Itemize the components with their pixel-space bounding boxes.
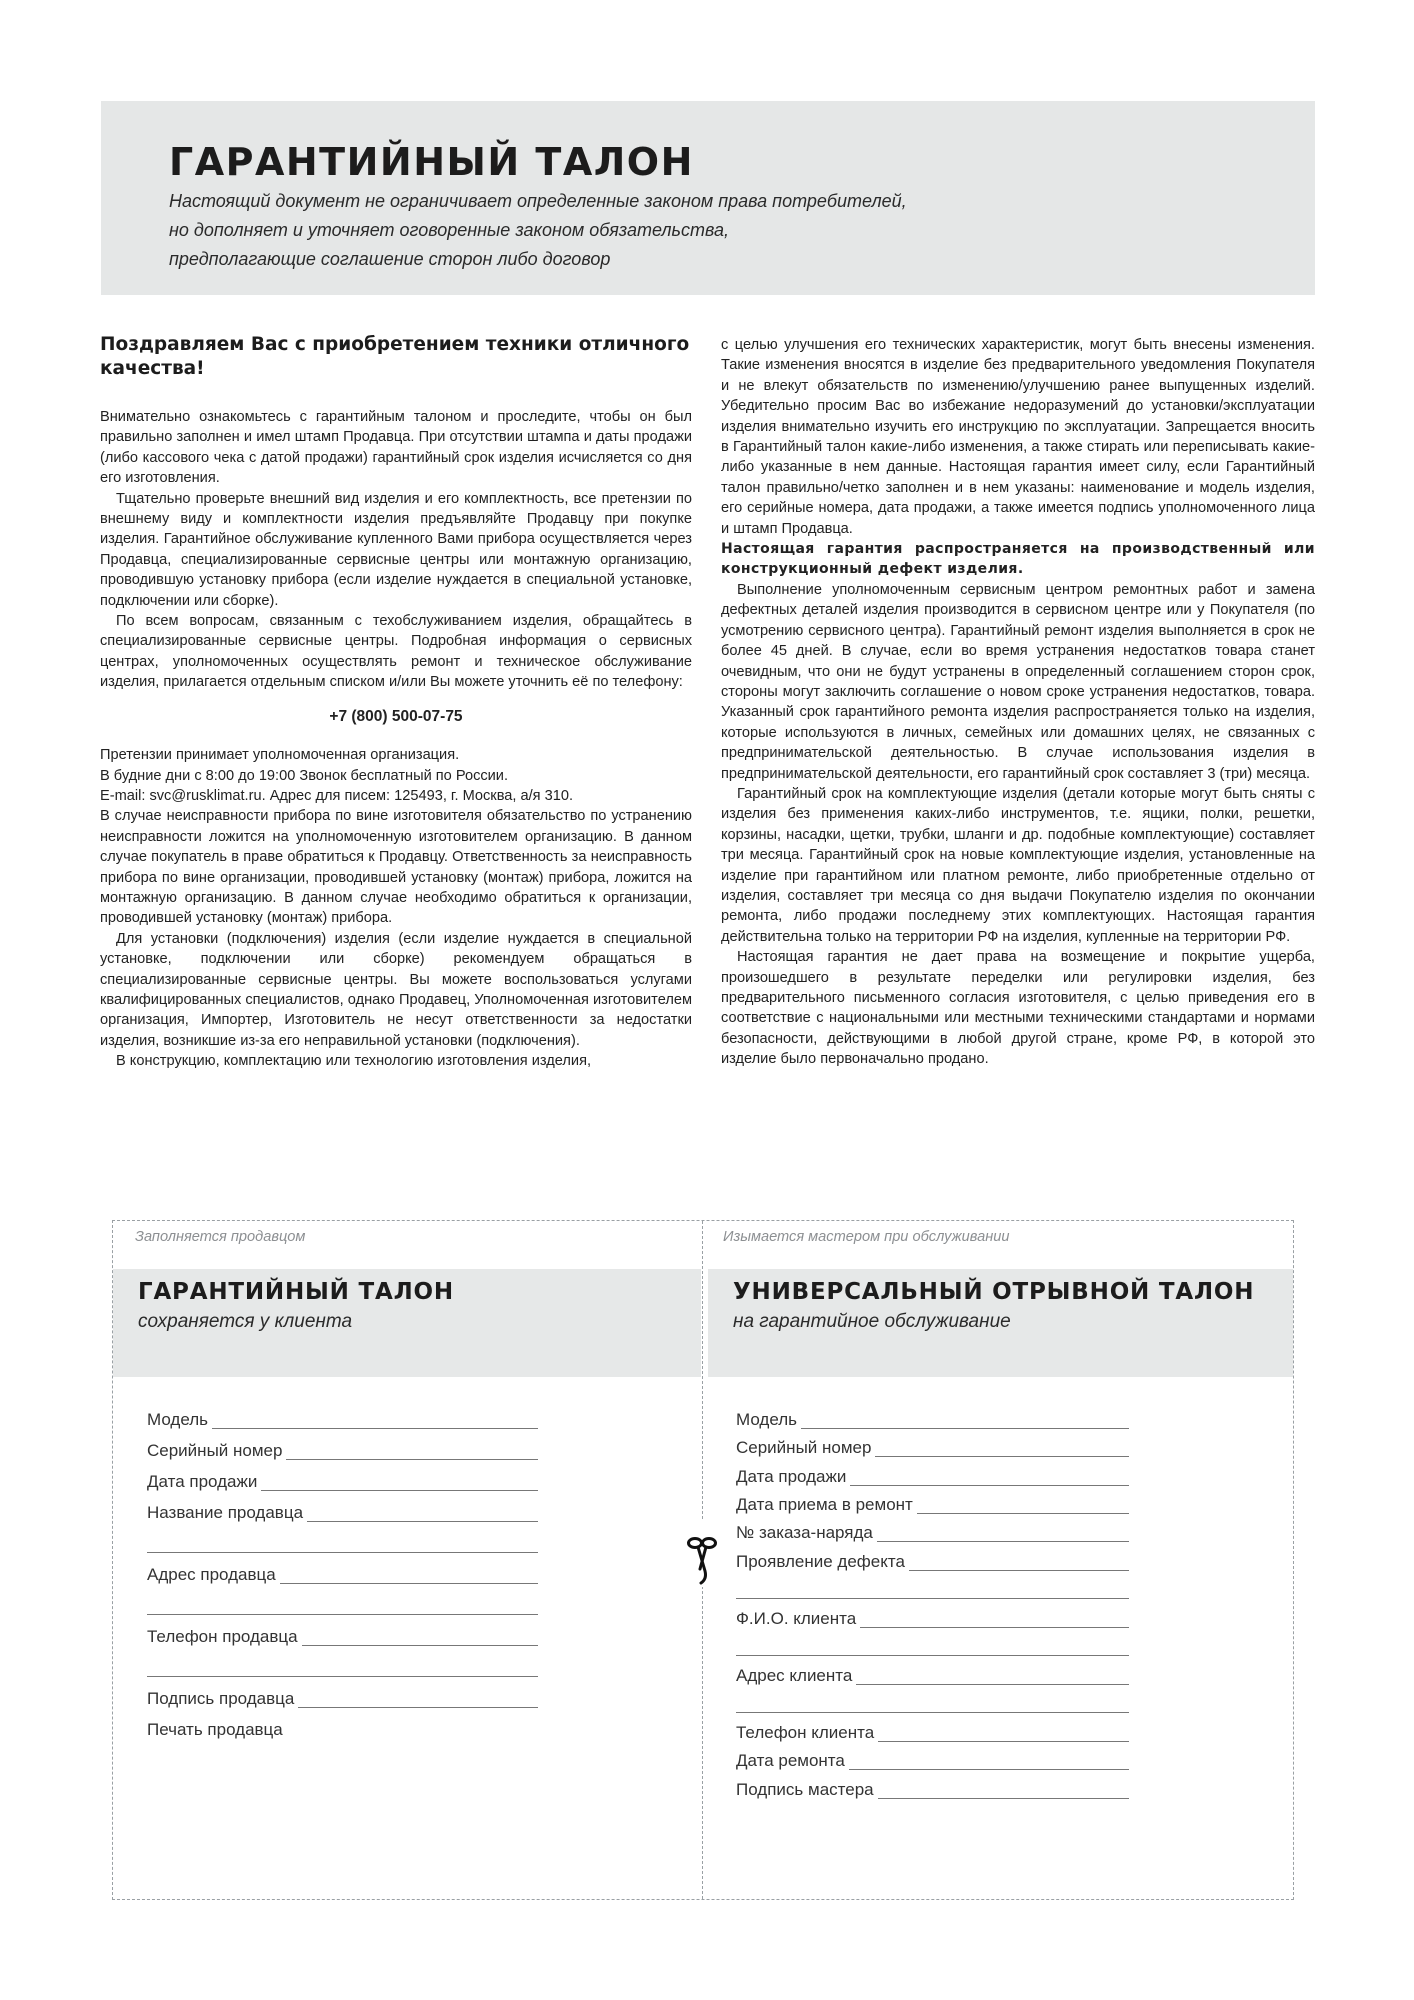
field-defect-extra-line[interactable] bbox=[736, 1577, 1129, 1601]
field-sale-date[interactable]: Дата продажи bbox=[147, 1469, 538, 1493]
field-client-address-extra-line[interactable] bbox=[736, 1691, 1129, 1715]
coupon-right-subtitle: на гарантийное обслуживание bbox=[733, 1311, 1011, 1332]
paragraph: Гарантийный срок на комплектующие изделия (детали которые могут быть сняты с изделия без применения каких-либо инструментов, т.е. ящики, полки, решетки, корзины, насадки, щетки, трубки, шланги и др. подобные комплектующие) составляет три месяца. Гарантийный срок на новые комплектующие изделия, установленные на изделие при гарантийном или платном ремонте, либо приобретенные отдельно от изделия, составляет три месяца со дня выдачи Покупателю изделия по окончании ремонта, либо продажи последнему этих комплектующих. Настоящая гарантия действительна только на территории РФ на изделия, купленные на территории РФ. bbox=[721, 785, 1315, 945]
paragraph: В конструкцию, комплектацию или технологию изготовления изделия, bbox=[116, 1053, 592, 1070]
paragraph: Выполнение уполномоченным сервисным центром ремонтных работ и замена дефектных деталей изделия производится в сервисном центре или у Покупателя (по усмотрению сервисного центра). Гарантийный ремонт изделия выполняется в срок не более 45 дней. В случае, если во время устранения недостатков товара станет очевидным, что они не будут устранены в определенный соглашением сторон срок, стороны могут заключить соглашение о новом сроке устранения недостатков, товара. Указанный срок гарантийного ремонта изделия распространяется только на изделия, которые используются в личных, семейных или домашних целях, не связанных с предпринимательской деятельностью. В случае использования изделия в предпринимательской деятельности, его гарантийный срок составляет 3 (три) месяца. bbox=[721, 581, 1315, 782]
paragraph: Внимательно ознакомьтесь с гарантийным талоном и проследите, чтобы он был правильно заполнен и имел штамп Продавца. При отсутствии штампа и даты продажи (либо кассового чека с датой продажи) гарантийный срок изделия исчисляется со дня его изготовления. bbox=[100, 409, 692, 487]
coupon-left-subtitle: сохраняется у клиента bbox=[138, 1311, 353, 1332]
subtitle-line: предполагающие соглашение сторон либо договор bbox=[169, 249, 611, 269]
field-repair-date[interactable]: Дата ремонта bbox=[736, 1748, 1129, 1772]
field-seller-phone[interactable]: Телефон продавца bbox=[147, 1624, 538, 1648]
page-title: ГАРАНТИЙНЫЙ ТАЛОН bbox=[169, 140, 694, 184]
field-model[interactable]: Модель bbox=[736, 1407, 1129, 1431]
coupon-left-title: ГАРАНТИЙНЫЙ ТАЛОН bbox=[138, 1279, 454, 1305]
contact-line: Претензии принимает уполномоченная организация. bbox=[100, 747, 460, 764]
field-seller-signature[interactable]: Подпись продавца bbox=[147, 1686, 538, 1710]
field-seller-address-extra-line[interactable] bbox=[147, 1593, 538, 1617]
coupon-left-note: Заполняется продавцом bbox=[135, 1229, 306, 1245]
header-band bbox=[101, 101, 1315, 295]
field-seller-name-extra-line[interactable] bbox=[147, 1531, 538, 1555]
paragraph: Для установки (подключения) изделия (если изделие нуждается в специальной установке, подключении или сборке) рекомендуем обращаться в специализированные сервисные центры. Вы можете воспользоваться услугами квалифицированных специалистов, однако Продавец, Уполномоченная изготовителем организация, Импортер, Изготовитель не несут ответственности за недостатки изделия, возникшие из-за его неправильной установки (подключения). bbox=[100, 930, 692, 1049]
field-work-order-number[interactable]: № заказа-наряда bbox=[736, 1520, 1129, 1544]
paragraph: По всем вопросам, связанным с техобслуживанием изделия, обращайтесь в специализированные сервисные центры. Подробная информация о сервисных центрах, уполномоченных осуществлять ремонт и техническое обслуживание изделия, прилагается отдельным списком и/или Вы можете уточнить её по телефону: bbox=[100, 613, 692, 691]
field-serial-number[interactable]: Серийный номер bbox=[736, 1435, 1129, 1459]
paragraph: Тщательно проверьте внешний вид изделия и его комплектность, все претензии по внешнему виду и комплектности изделия предъявляйте Продавцу при покупке изделия. Гарантийное обслуживание купленного Вами прибора осуществляется через Продавца, специализированные сервисные центры или монтажную организацию, проводившую установку прибора (если изделие нуждается в специальной установке, подключении или сборке). bbox=[100, 490, 692, 609]
field-client-address[interactable]: Адрес клиента bbox=[736, 1663, 1129, 1687]
scissors-icon bbox=[685, 1521, 719, 1587]
subtitle-line: Настоящий документ не ограничивает определенные законом права потребителей, bbox=[169, 191, 907, 211]
field-model[interactable]: Модель bbox=[147, 1407, 538, 1431]
coupon-right-note: Изымается мастером при обслуживании bbox=[723, 1229, 1010, 1245]
contact-line: В будние дни с 8:00 до 19:00 Звонок бесплатный по России. bbox=[100, 767, 509, 784]
field-client-name[interactable]: Ф.И.О. клиента bbox=[736, 1606, 1129, 1630]
paragraph: В случае неисправности прибора по вине изготовителя обязательство по устранению неисправности ложится на уполномоченную изготовителем организацию. В данном случае покупатель в праве обратиться к Продавцу. Ответственность за неисправность прибора по вине организации, проводившей установку (монтаж) прибора, ложится на монтажную организацию. В данном случае необходимо обратиться к организации, проводившей установку (монтаж) прибора. bbox=[100, 808, 692, 927]
field-seller-address[interactable]: Адрес продавца bbox=[147, 1562, 538, 1586]
field-seller-stamp: Печать продавца bbox=[147, 1717, 538, 1741]
field-client-name-extra-line[interactable] bbox=[736, 1634, 1129, 1658]
field-serial-number[interactable]: Серийный номер bbox=[147, 1438, 538, 1462]
field-technician-signature[interactable]: Подпись мастера bbox=[736, 1777, 1129, 1801]
coupon-left-header bbox=[113, 1269, 701, 1377]
left-column bbox=[100, 333, 692, 1072]
paragraph: Настоящая гарантия не дает права на возмещение и покрытие ущерба, произошедшего в результате переделки или регулировки изделия, без предварительного письменного согласия изготовителя, с целью приведения его в соответствие с национальными или местными техническими стандартами и нормами безопасности, действующими в любой другой стране, кроме РФ, в которой это изделие было первоначально продано. bbox=[721, 949, 1315, 1068]
paragraph: с целью улучшения его технических характеристик, могут быть внесены изменения. Такие изменения вносятся в изделие без предварительного уведомления Покупателя и не влекут обязательств по изменению/улучшению ранее выпущенных изделий. Убедительно просим Вас во избежание недоразумений до установки/эксплуатации изделия внимательно изучить его инструкцию по эксплуатации. Запрещается вносить в Гарантийный талон какие-либо изменения, а также стирать или переписывать какие-либо указанные в нем данные. Настоящая гарантия имеет силу, если Гарантийный талон правильно/четко заполнен и в нем указаны: наименование и модель изделия, его серийные номера, дата продажи, а также имеется подпись уполномоченного лица и штамп Продавца. bbox=[721, 337, 1315, 537]
warranty-scope-statement: Настоящая гарантия распространяется на производственный или конструкционный дефект изделия. bbox=[721, 541, 1315, 578]
field-seller-name[interactable]: Название продавца bbox=[147, 1500, 538, 1524]
tear-off-coupons bbox=[112, 1220, 1294, 1900]
field-repair-intake-date[interactable]: Дата приема в ремонт bbox=[736, 1492, 1129, 1516]
field-defect-description[interactable]: Проявление дефекта bbox=[736, 1549, 1129, 1573]
field-seller-phone-extra-line[interactable] bbox=[147, 1655, 538, 1679]
support-phone: +7 (800) 500-07-75 bbox=[329, 707, 463, 725]
coupon-right-header bbox=[708, 1269, 1293, 1377]
header-subtitle bbox=[169, 187, 1269, 274]
coupon-right-title: УНИВЕРСАЛЬНЫЙ ОТРЫВНОЙ ТАЛОН bbox=[733, 1279, 1255, 1305]
field-sale-date[interactable]: Дата продажи bbox=[736, 1464, 1129, 1488]
field-client-phone[interactable]: Телефон клиента bbox=[736, 1720, 1129, 1744]
subtitle-line: но дополняет и уточняет оговоренные законом обязательства, bbox=[169, 220, 730, 240]
right-column bbox=[721, 335, 1315, 1070]
contact-email-line: E-mail: svc@rusklimat.ru. Адрес для писем: 125493, г. Москва, а/я 310. bbox=[100, 787, 574, 804]
congrats-heading: Поздравляем Вас с приобретением техники отличного качества! bbox=[100, 334, 690, 379]
